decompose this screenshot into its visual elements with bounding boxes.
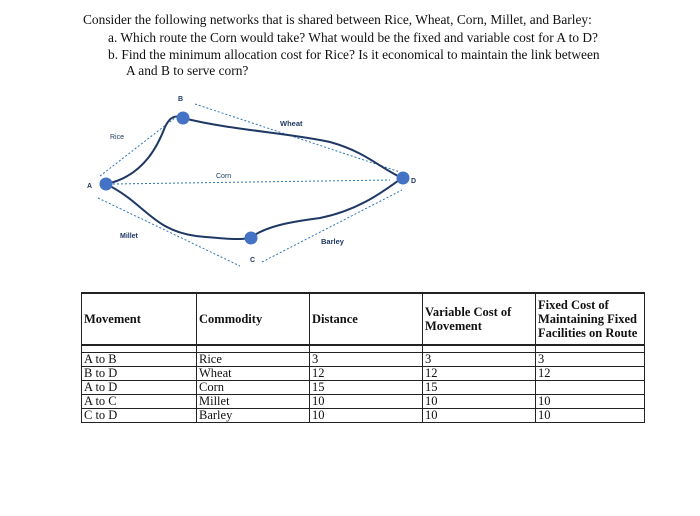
- cell-variable-cost: 15: [423, 381, 536, 395]
- edge-label-barley: Barley: [321, 237, 344, 246]
- cell-movement: C to D: [82, 409, 197, 423]
- cell-variable-cost: 10: [423, 409, 536, 423]
- cost-table: [81, 292, 645, 423]
- node-a: [100, 178, 113, 191]
- cell-distance: 3: [310, 353, 423, 367]
- cell-movement: A to D: [82, 381, 197, 395]
- header-movement: Movement: [82, 293, 197, 345]
- edge-label-millet: Millet: [120, 233, 138, 240]
- route-a-b: [106, 117, 183, 184]
- cell-fixed-cost: 12: [536, 367, 645, 381]
- table-row: [82, 395, 645, 409]
- node-d-label: D: [411, 178, 417, 185]
- cell-fixed-cost: 3: [536, 353, 645, 367]
- cell-distance: 10: [310, 409, 423, 423]
- cell-variable-cost: 3: [423, 353, 536, 367]
- header-fixed-cost: Fixed Cost of Maintaining Fixed Facilities on Route: [536, 293, 645, 345]
- cell-commodity: Corn: [197, 381, 310, 395]
- node-b: [177, 112, 190, 125]
- cell-movement: B to D: [82, 367, 197, 381]
- cell-movement: A to B: [82, 353, 197, 367]
- cell-fixed-cost: 10: [536, 395, 645, 409]
- cell-fixed-cost: [536, 381, 645, 395]
- cell-commodity: Barley: [197, 409, 310, 423]
- node-c-label: C: [250, 257, 256, 264]
- cell-distance: 12: [310, 367, 423, 381]
- cell-movement: A to C: [82, 395, 197, 409]
- question-part-b: b. Find the minimum allocation cost for Rice? Is it economical to maintain the link between: [108, 47, 600, 62]
- cell-commodity: Rice: [197, 353, 310, 367]
- table-header-row: [82, 293, 645, 345]
- node-c: [245, 232, 258, 245]
- edge-label-corn: Corn: [216, 173, 232, 180]
- header-commodity: Commodity: [197, 293, 310, 345]
- node-d: [397, 172, 410, 185]
- cell-variable-cost: 10: [423, 395, 536, 409]
- node-b-label: B: [178, 96, 184, 103]
- table-row: [82, 381, 645, 395]
- header-distance: Distance: [310, 293, 423, 345]
- edge-label-wheat: Wheat: [280, 119, 303, 128]
- cell-commodity: Wheat: [197, 367, 310, 381]
- question-intro: Consider the following networks that is shared between Rice, Wheat, Corn, Millet, and Barley:: [83, 12, 592, 27]
- question-part-b-continued: A and B to serve corn?: [126, 63, 249, 78]
- question-part-a: a. Which route the Corn would take? What would be the fixed and variable cost for A to D?: [108, 30, 598, 45]
- cell-distance: 15: [310, 381, 423, 395]
- cell-distance: 10: [310, 395, 423, 409]
- table-row: [82, 409, 645, 423]
- cell-commodity: Millet: [197, 395, 310, 409]
- edge-label-rice: Rice: [110, 134, 125, 141]
- edge-c-d-dotted: [262, 190, 402, 262]
- table-row: [82, 367, 645, 381]
- cell-variable-cost: 12: [423, 367, 536, 381]
- node-a-label: A: [87, 183, 93, 190]
- edge-b-d-dotted: [195, 104, 400, 172]
- header-variable-cost: Variable Cost of Movement: [423, 293, 536, 345]
- table-row: [82, 353, 645, 367]
- route-a-c: [106, 184, 250, 239]
- edge-a-d-dotted: [113, 180, 390, 184]
- edge-a-c-dotted: [98, 198, 240, 266]
- table-spacer-row: [82, 345, 645, 353]
- cell-fixed-cost: 10: [536, 409, 645, 423]
